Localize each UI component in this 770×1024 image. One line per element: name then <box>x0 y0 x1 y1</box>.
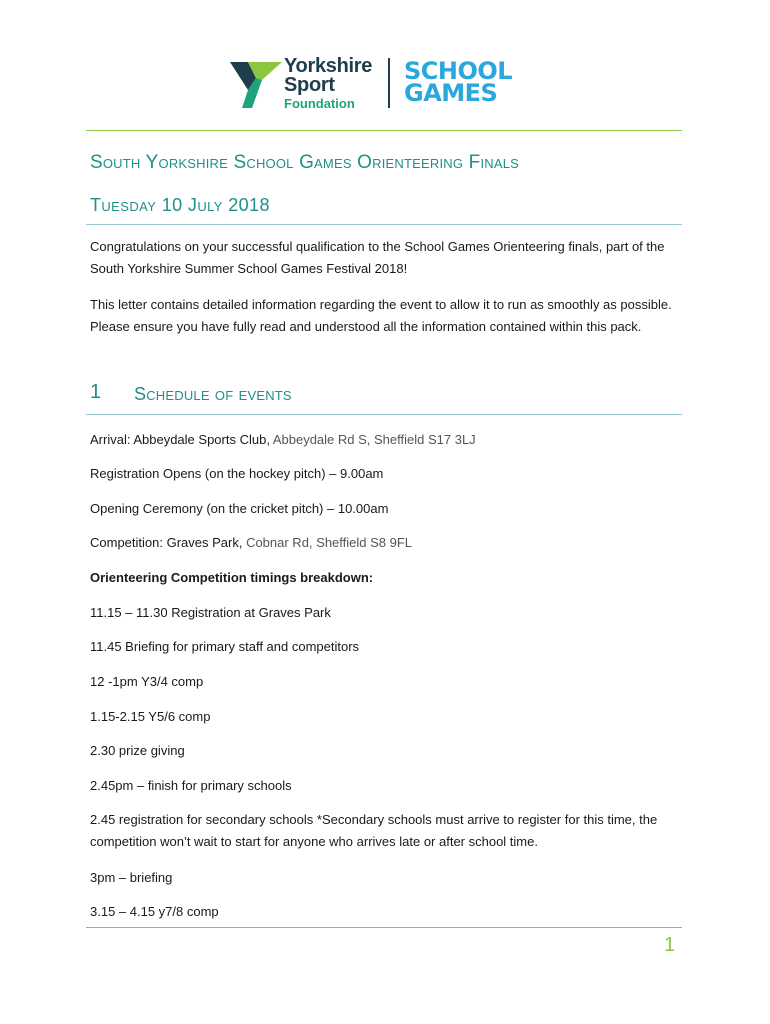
section-rule <box>86 414 682 415</box>
timing-item: 11.45 Briefing for primary staff and competitors <box>90 639 360 654</box>
timing-item: 12 -1pm Y3/4 comp <box>90 674 204 689</box>
page-number: 1 <box>664 934 676 956</box>
logo-divider <box>388 58 390 108</box>
competition-address: Cobnar Rd, Sheffield S8 9FL <box>246 535 413 550</box>
intro-paragraph-1: Congratulations on your successful qualification to the School Games Orienteering finals, part of the South Yorkshire Summer School Games Festival 2018! <box>90 239 665 276</box>
footer-rule <box>86 927 682 928</box>
document-date: Tuesday 10 July 2018 <box>90 195 270 215</box>
timing-item: 3.15 – 4.15 y7/8 comp <box>90 904 219 919</box>
timing-item: 2.45 registration for secondary schools *Secondary schools must arrive to register for this time, the competition won’t wait to start for anyone who arrives late or after school time. <box>90 812 658 849</box>
timing-item: 2.30 prize giving <box>90 743 185 758</box>
breakdown-heading: Orienteering Competition timings breakdown: <box>90 570 374 585</box>
section-number: 1 <box>90 381 102 403</box>
arrival-label: Arrival: Abbeydale Sports Club, <box>90 432 273 447</box>
competition-label: Competition: Graves Park, <box>90 535 247 550</box>
intro-paragraph-2: This letter contains detailed information regarding the event to allow it to run as smoothly as possible. Please ensure you have fully read and understood all the information contained within this pack. <box>90 297 672 334</box>
school-games-logo <box>404 57 514 110</box>
competition-line <box>90 535 412 550</box>
school-games-line2: GAMES <box>404 79 498 107</box>
header-logos <box>228 56 528 112</box>
registration-line: Registration Opens (on the hockey pitch) – 9.00am <box>90 466 384 481</box>
timing-item: 2.45pm – finish for primary schools <box>90 778 292 793</box>
ysf-logo-line3: Foundation <box>284 96 355 111</box>
ysf-logo-line2: Sport <box>284 74 335 96</box>
timing-item: 3pm – briefing <box>90 870 173 885</box>
timing-item: 1.15-2.15 Y5/6 comp <box>90 709 211 724</box>
timing-item: 11.15 – 11.30 Registration at Graves Park <box>90 605 331 620</box>
header-rule <box>86 130 682 131</box>
arrival-line <box>90 432 476 447</box>
school-games-line1: SCHOOL <box>404 57 513 85</box>
section-title: Schedule of events <box>134 384 292 404</box>
arrival-address: Abbeydale Rd S, Sheffield S17 3LJ <box>272 432 476 447</box>
title-rule <box>86 224 682 225</box>
yorkshire-sport-logo-icon <box>228 58 284 110</box>
opening-line: Opening Ceremony (on the cricket pitch) – 10.00am <box>90 501 389 516</box>
document-title: South Yorkshire School Games Orienteering Finals <box>90 152 520 173</box>
yorkshire-sport-wordmark <box>284 56 372 110</box>
ysf-logo-line1: Yorkshire <box>284 55 373 77</box>
